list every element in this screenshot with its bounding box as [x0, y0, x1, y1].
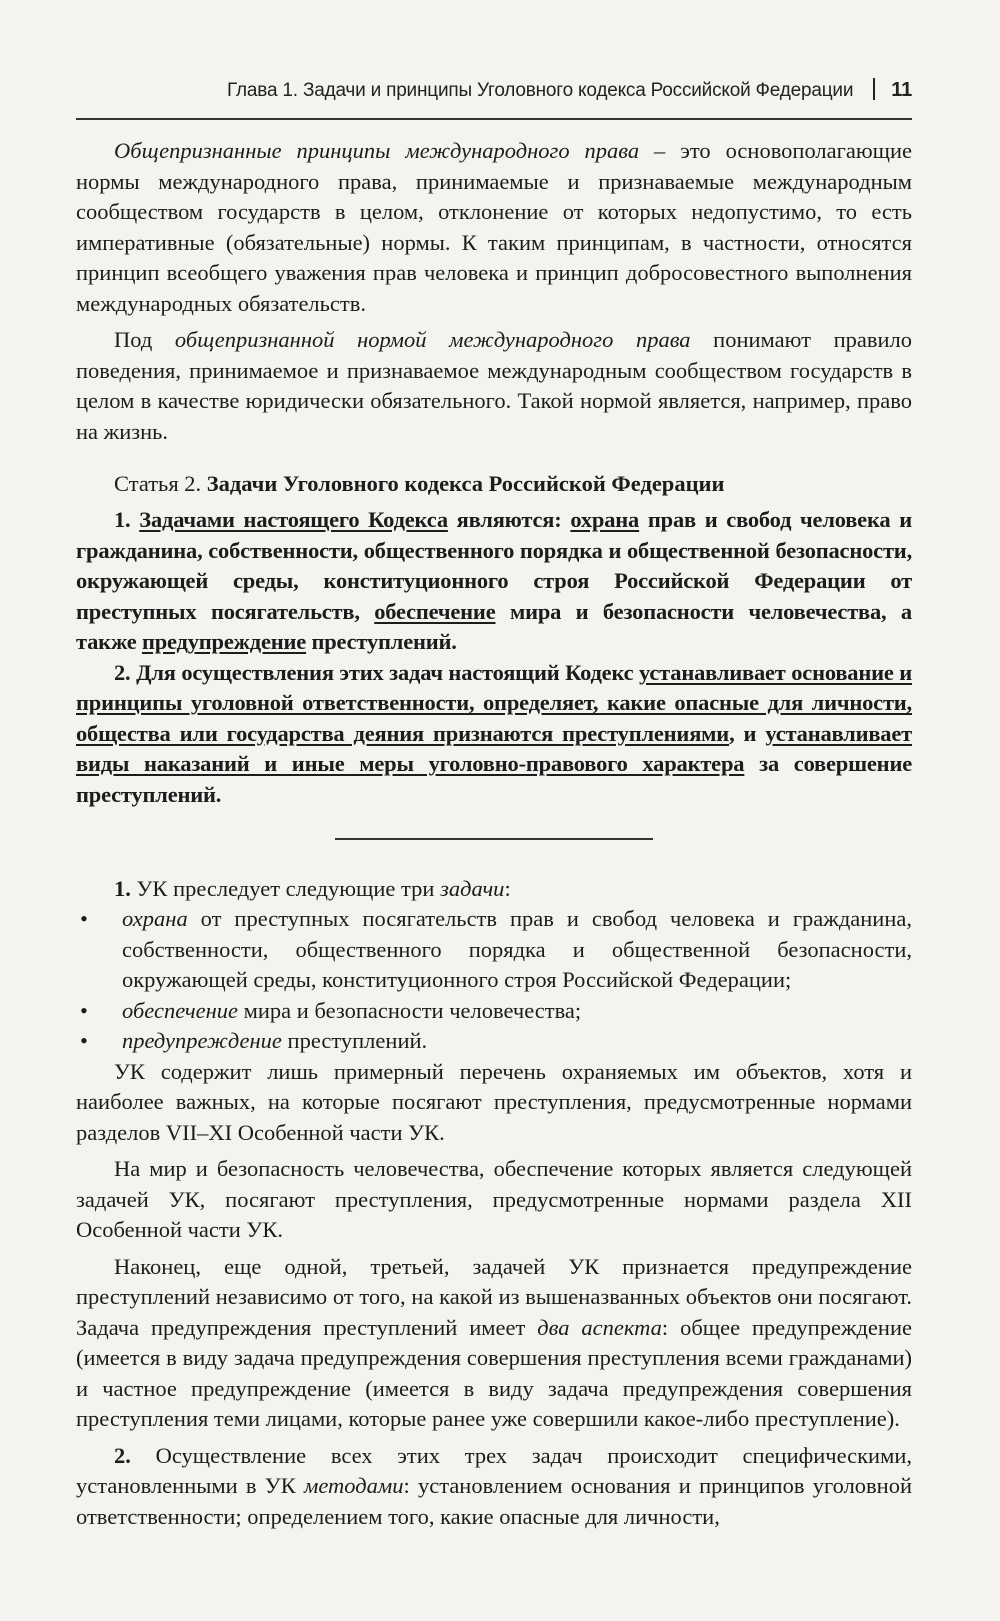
commentary-prevention-paragraph: Наконец, еще одной, третьей, задачей УК признается предупреждение преступлений независимо от того, на какой из вышеназванных объектов они посягают. Задача предупреждения преступлений имеет два аспекта: общее предупреждение (имеется в виду задача предупреждения совершения преступления всеми гражданами) и частное предупреждение (имеется в виду задача предупреждения совершения преступления теми лицами, которые ранее уже совершили какое-либо преступление).: [76, 1253, 912, 1431]
list-item: • предупреждение преступлений.: [76, 1026, 912, 1057]
article-text: [76, 505, 912, 810]
list-item: • охрана от преступных посягательств прав и свобод человека и гражданина, собственности, общественного порядка и общественной безопасности, окружающей среды, конституционного строя Российской Федерации;: [80, 906, 912, 992]
article-heading: [76, 469, 912, 499]
commentary-1-intro: 1. УК преследует следующие три задачи:: [114, 875, 511, 901]
article-title: Задачи Уголовного кодекса Российской Федерации: [206, 471, 725, 496]
header-rule: [76, 118, 912, 120]
article-label: Статья 2.: [114, 471, 202, 496]
commentary-divider: [335, 838, 653, 840]
bullet-icon: •: [80, 906, 88, 931]
article-part-1: 1. Задачами настоящего Кодекса являются: охрана прав и свобод человека и гражданина, собственности, общественного порядка и общественной безопасности, окружающей среды, конституционного строя Российской Федерации от преступных посягательств, обеспечение мира и безопасности человечества, а также предупреждение преступлений.: [76, 507, 912, 654]
term-general-principles: Общепризнанные принципы международного права: [114, 138, 640, 163]
term-general-norm: общепризнанной нормой международного права: [174, 327, 691, 352]
page-body: [76, 136, 912, 1532]
tasks-list: [76, 904, 912, 1057]
commentary-objects-paragraph: УК содержит лишь примерный перечень охраняемых им объектов, хотя и наиболее важных, на которые посягают преступления, предусмотренные нормами разделов VII–XI Особенной части УК.: [76, 1058, 912, 1145]
intro-paragraph-2: Под общепризнанной нормой международного права понимают правило поведения, принимаемое и признаваемое международным сообществом государств в целом в качестве юридически обязательного. Такой нормой является, например, право на жизнь.: [76, 327, 912, 444]
running-header: [76, 78, 912, 102]
list-item: • обеспечение мира и безопасности человечества;: [76, 996, 912, 1027]
commentary-peace-paragraph: На мир и безопасность человечества, обеспечение которых является следующей задачей УК, посягают преступления, предусмотренные нормами раздела XII Особенной части УК.: [76, 1156, 912, 1242]
bullet-icon: •: [80, 1028, 88, 1053]
page-number: 11: [891, 79, 912, 101]
article-part-2: 2. Для осуществления этих задач настоящий Кодекс устанавливает основание и принципы уголовной ответственности, определяет, какие опасные для личности, общества или государства деяния признаются преступлениями, и устанавливает виды наказаний и иные меры уголовно-правового характера за совершение преступлений.: [76, 659, 913, 807]
header-separator: [873, 78, 875, 100]
commentary-2-paragraph: 2. Осуществление всех этих трех задач происходит специфическими, установленными в УК методами: установлением основания и принципов уголовной ответственности; определением того, какие опасные для личности,: [76, 1442, 912, 1529]
intro-paragraph-1: Общепризнанные принципы международного права – это основополагающие нормы международного права, принимаемые и признаваемые международным сообществом государств в целом, отклонение от которых недопустимо, то есть императивные (обязательные) нормы. К таким принципам, в частности, относятся принцип всеобщего уважения прав человека и принцип добросовестного выполнения международных обязательств.: [76, 138, 913, 316]
chapter-title: Глава 1. Задачи и принципы Уголовного кодекса Российской Федерации: [227, 80, 854, 101]
bullet-icon: •: [80, 997, 88, 1023]
